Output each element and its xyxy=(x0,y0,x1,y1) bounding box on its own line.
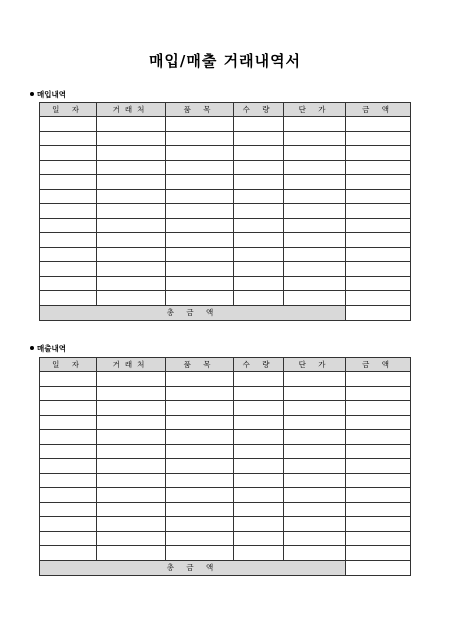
vendor-cell[interactable] xyxy=(97,204,166,219)
column-header-date: 일 자 xyxy=(40,358,97,372)
column-header-quantity: 수 량 xyxy=(234,358,284,372)
item-cell[interactable] xyxy=(166,233,234,248)
table-row xyxy=(40,189,411,204)
date-cell[interactable] xyxy=(40,175,97,190)
unit-price-cell[interactable] xyxy=(284,291,346,306)
date-cell[interactable] xyxy=(40,117,97,132)
bullet-icon xyxy=(30,346,34,350)
date-cell[interactable] xyxy=(40,517,97,532)
date-cell[interactable] xyxy=(40,131,97,146)
total-row xyxy=(40,560,411,575)
item-cell[interactable] xyxy=(166,401,234,416)
column-header-amount: 금 액 xyxy=(346,358,411,372)
item-cell[interactable] xyxy=(166,276,234,291)
vendor-cell[interactable] xyxy=(97,473,166,488)
amount-cell[interactable] xyxy=(346,531,411,546)
vendor-cell[interactable] xyxy=(97,502,166,517)
table-row xyxy=(40,531,411,546)
vendor-cell[interactable] xyxy=(97,401,166,416)
unit-price-cell[interactable] xyxy=(284,386,346,401)
quantity-cell[interactable] xyxy=(234,131,284,146)
amount-cell[interactable] xyxy=(346,473,411,488)
vendor-cell[interactable] xyxy=(97,233,166,248)
quantity-cell[interactable] xyxy=(234,117,284,132)
amount-cell[interactable] xyxy=(346,175,411,190)
unit-price-cell[interactable] xyxy=(284,372,346,387)
vendor-cell[interactable] xyxy=(97,517,166,532)
quantity-cell[interactable] xyxy=(234,502,284,517)
table-row xyxy=(40,233,411,248)
date-cell[interactable] xyxy=(40,189,97,204)
unit-price-cell[interactable] xyxy=(284,415,346,430)
date-cell[interactable] xyxy=(40,502,97,517)
vendor-cell[interactable] xyxy=(97,247,166,262)
table-row xyxy=(40,117,411,132)
amount-cell[interactable] xyxy=(346,430,411,445)
vendor-cell[interactable] xyxy=(97,117,166,132)
item-cell[interactable] xyxy=(166,146,234,161)
item-cell[interactable] xyxy=(166,430,234,445)
quantity-cell[interactable] xyxy=(234,160,284,175)
amount-cell[interactable] xyxy=(346,444,411,459)
amount-cell[interactable] xyxy=(346,546,411,561)
table-header-row xyxy=(40,103,411,117)
date-cell[interactable] xyxy=(40,291,97,306)
quantity-cell[interactable] xyxy=(234,262,284,277)
date-cell[interactable] xyxy=(40,415,97,430)
unit-price-cell[interactable] xyxy=(284,502,346,517)
quantity-cell[interactable] xyxy=(234,415,284,430)
table-row xyxy=(40,175,411,190)
item-cell[interactable] xyxy=(166,160,234,175)
table-row xyxy=(40,131,411,146)
vendor-cell[interactable] xyxy=(97,386,166,401)
unit-price-cell[interactable] xyxy=(284,131,346,146)
purchase-table xyxy=(39,102,411,321)
column-header-vendor: 거래처 xyxy=(97,103,166,117)
item-cell[interactable] xyxy=(166,218,234,233)
item-cell[interactable] xyxy=(166,444,234,459)
quantity-cell[interactable] xyxy=(234,276,284,291)
column-header-unit-price: 단 가 xyxy=(284,103,346,117)
quantity-cell[interactable] xyxy=(234,430,284,445)
item-cell[interactable] xyxy=(166,204,234,219)
date-cell[interactable] xyxy=(40,218,97,233)
quantity-cell[interactable] xyxy=(234,517,284,532)
unit-price-cell[interactable] xyxy=(284,247,346,262)
item-cell[interactable] xyxy=(166,247,234,262)
unit-price-cell[interactable] xyxy=(284,204,346,219)
amount-cell[interactable] xyxy=(346,386,411,401)
vendor-cell[interactable] xyxy=(97,175,166,190)
table-row xyxy=(40,430,411,445)
total-row xyxy=(40,305,411,320)
item-cell[interactable] xyxy=(166,291,234,306)
total-amount-cell[interactable] xyxy=(346,305,411,320)
vendor-cell[interactable] xyxy=(97,276,166,291)
date-cell[interactable] xyxy=(40,204,97,219)
amount-cell[interactable] xyxy=(346,502,411,517)
quantity-cell[interactable] xyxy=(234,546,284,561)
table-row xyxy=(40,488,411,503)
date-cell[interactable] xyxy=(40,546,97,561)
quantity-cell[interactable] xyxy=(234,401,284,416)
column-header-item: 품 목 xyxy=(166,103,234,117)
column-header-vendor: 거래처 xyxy=(97,358,166,372)
amount-cell[interactable] xyxy=(346,247,411,262)
quantity-cell[interactable] xyxy=(234,233,284,248)
item-cell[interactable] xyxy=(166,262,234,277)
sales-section-label xyxy=(30,343,66,354)
total-label: 총 금 액 xyxy=(40,560,346,575)
table-row xyxy=(40,372,411,387)
amount-cell[interactable] xyxy=(346,262,411,277)
unit-price-cell[interactable] xyxy=(284,276,346,291)
unit-price-cell[interactable] xyxy=(284,262,346,277)
column-header-unit-price: 단 가 xyxy=(284,358,346,372)
purchase-label-text: 매입내역 xyxy=(37,90,66,99)
unit-price-cell[interactable] xyxy=(284,233,346,248)
quantity-cell[interactable] xyxy=(234,291,284,306)
table-row xyxy=(40,262,411,277)
amount-cell[interactable] xyxy=(346,204,411,219)
quantity-cell[interactable] xyxy=(234,175,284,190)
amount-cell[interactable] xyxy=(346,372,411,387)
table-row xyxy=(40,546,411,561)
table-row xyxy=(40,146,411,161)
vendor-cell[interactable] xyxy=(97,459,166,474)
date-cell[interactable] xyxy=(40,160,97,175)
table-row xyxy=(40,459,411,474)
quantity-cell[interactable] xyxy=(234,247,284,262)
unit-price-cell[interactable] xyxy=(284,517,346,532)
table-row xyxy=(40,386,411,401)
date-cell[interactable] xyxy=(40,430,97,445)
sales-label-text: 매출내역 xyxy=(37,344,66,353)
vendor-cell[interactable] xyxy=(97,488,166,503)
unit-price-cell[interactable] xyxy=(284,444,346,459)
item-cell[interactable] xyxy=(166,502,234,517)
table-row xyxy=(40,247,411,262)
unit-price-cell[interactable] xyxy=(284,531,346,546)
quantity-cell[interactable] xyxy=(234,204,284,219)
vendor-cell[interactable] xyxy=(97,146,166,161)
quantity-cell[interactable] xyxy=(234,459,284,474)
column-header-item: 품 목 xyxy=(166,358,234,372)
date-cell[interactable] xyxy=(40,531,97,546)
vendor-cell[interactable] xyxy=(97,131,166,146)
quantity-cell[interactable] xyxy=(234,386,284,401)
item-cell[interactable] xyxy=(166,386,234,401)
unit-price-cell[interactable] xyxy=(284,430,346,445)
amount-cell[interactable] xyxy=(346,291,411,306)
amount-cell[interactable] xyxy=(346,160,411,175)
date-cell[interactable] xyxy=(40,372,97,387)
unit-price-cell[interactable] xyxy=(284,459,346,474)
vendor-cell[interactable] xyxy=(97,218,166,233)
unit-price-cell[interactable] xyxy=(284,218,346,233)
amount-cell[interactable] xyxy=(346,517,411,532)
unit-price-cell[interactable] xyxy=(284,401,346,416)
quantity-cell[interactable] xyxy=(234,444,284,459)
amount-cell[interactable] xyxy=(346,459,411,474)
table-row xyxy=(40,517,411,532)
quantity-cell[interactable] xyxy=(234,189,284,204)
total-label: 총 금 액 xyxy=(40,305,346,320)
item-cell[interactable] xyxy=(166,488,234,503)
amount-cell[interactable] xyxy=(346,117,411,132)
vendor-cell[interactable] xyxy=(97,262,166,277)
amount-cell[interactable] xyxy=(346,276,411,291)
quantity-cell[interactable] xyxy=(234,488,284,503)
amount-cell[interactable] xyxy=(346,146,411,161)
vendor-cell[interactable] xyxy=(97,546,166,561)
quantity-cell[interactable] xyxy=(234,218,284,233)
date-cell[interactable] xyxy=(40,459,97,474)
table-row xyxy=(40,291,411,306)
date-cell[interactable] xyxy=(40,247,97,262)
item-cell[interactable] xyxy=(166,531,234,546)
unit-price-cell[interactable] xyxy=(284,546,346,561)
column-header-quantity: 수 량 xyxy=(234,103,284,117)
table-row xyxy=(40,160,411,175)
item-cell[interactable] xyxy=(166,473,234,488)
date-cell[interactable] xyxy=(40,401,97,416)
amount-cell[interactable] xyxy=(346,218,411,233)
table-row xyxy=(40,204,411,219)
table-row xyxy=(40,502,411,517)
table-row xyxy=(40,473,411,488)
unit-price-cell[interactable] xyxy=(284,488,346,503)
unit-price-cell[interactable] xyxy=(284,146,346,161)
date-cell[interactable] xyxy=(40,262,97,277)
item-cell[interactable] xyxy=(166,189,234,204)
quantity-cell[interactable] xyxy=(234,146,284,161)
amount-cell[interactable] xyxy=(346,415,411,430)
date-cell[interactable] xyxy=(40,276,97,291)
unit-price-cell[interactable] xyxy=(284,473,346,488)
quantity-cell[interactable] xyxy=(234,372,284,387)
date-cell[interactable] xyxy=(40,444,97,459)
amount-cell[interactable] xyxy=(346,233,411,248)
amount-cell[interactable] xyxy=(346,189,411,204)
vendor-cell[interactable] xyxy=(97,430,166,445)
item-cell[interactable] xyxy=(166,517,234,532)
column-header-date: 일 자 xyxy=(40,103,97,117)
unit-price-cell[interactable] xyxy=(284,189,346,204)
column-header-amount: 금 액 xyxy=(346,103,411,117)
vendor-cell[interactable] xyxy=(97,189,166,204)
table-row xyxy=(40,276,411,291)
item-cell[interactable] xyxy=(166,415,234,430)
date-cell[interactable] xyxy=(40,146,97,161)
amount-cell[interactable] xyxy=(346,401,411,416)
amount-cell[interactable] xyxy=(346,488,411,503)
vendor-cell[interactable] xyxy=(97,160,166,175)
item-cell[interactable] xyxy=(166,372,234,387)
vendor-cell[interactable] xyxy=(97,372,166,387)
table-header-row xyxy=(40,358,411,372)
item-cell[interactable] xyxy=(166,546,234,561)
vendor-cell[interactable] xyxy=(97,291,166,306)
table-row xyxy=(40,415,411,430)
quantity-cell[interactable] xyxy=(234,531,284,546)
table-row xyxy=(40,218,411,233)
item-cell[interactable] xyxy=(166,459,234,474)
date-cell[interactable] xyxy=(40,233,97,248)
quantity-cell[interactable] xyxy=(234,473,284,488)
vendor-cell[interactable] xyxy=(97,444,166,459)
item-cell[interactable] xyxy=(166,175,234,190)
date-cell[interactable] xyxy=(40,386,97,401)
unit-price-cell[interactable] xyxy=(284,160,346,175)
total-amount-cell[interactable] xyxy=(346,560,411,575)
bullet-icon xyxy=(30,92,34,96)
date-cell[interactable] xyxy=(40,473,97,488)
item-cell[interactable] xyxy=(166,117,234,132)
unit-price-cell[interactable] xyxy=(284,117,346,132)
table-row xyxy=(40,444,411,459)
vendor-cell[interactable] xyxy=(97,531,166,546)
purchase-section-label xyxy=(30,89,66,100)
amount-cell[interactable] xyxy=(346,131,411,146)
date-cell[interactable] xyxy=(40,488,97,503)
table-row xyxy=(40,401,411,416)
document-title: 매입/매출 거래내역서 xyxy=(148,52,302,70)
sales-table xyxy=(39,357,411,576)
vendor-cell[interactable] xyxy=(97,415,166,430)
unit-price-cell[interactable] xyxy=(284,175,346,190)
item-cell[interactable] xyxy=(166,131,234,146)
